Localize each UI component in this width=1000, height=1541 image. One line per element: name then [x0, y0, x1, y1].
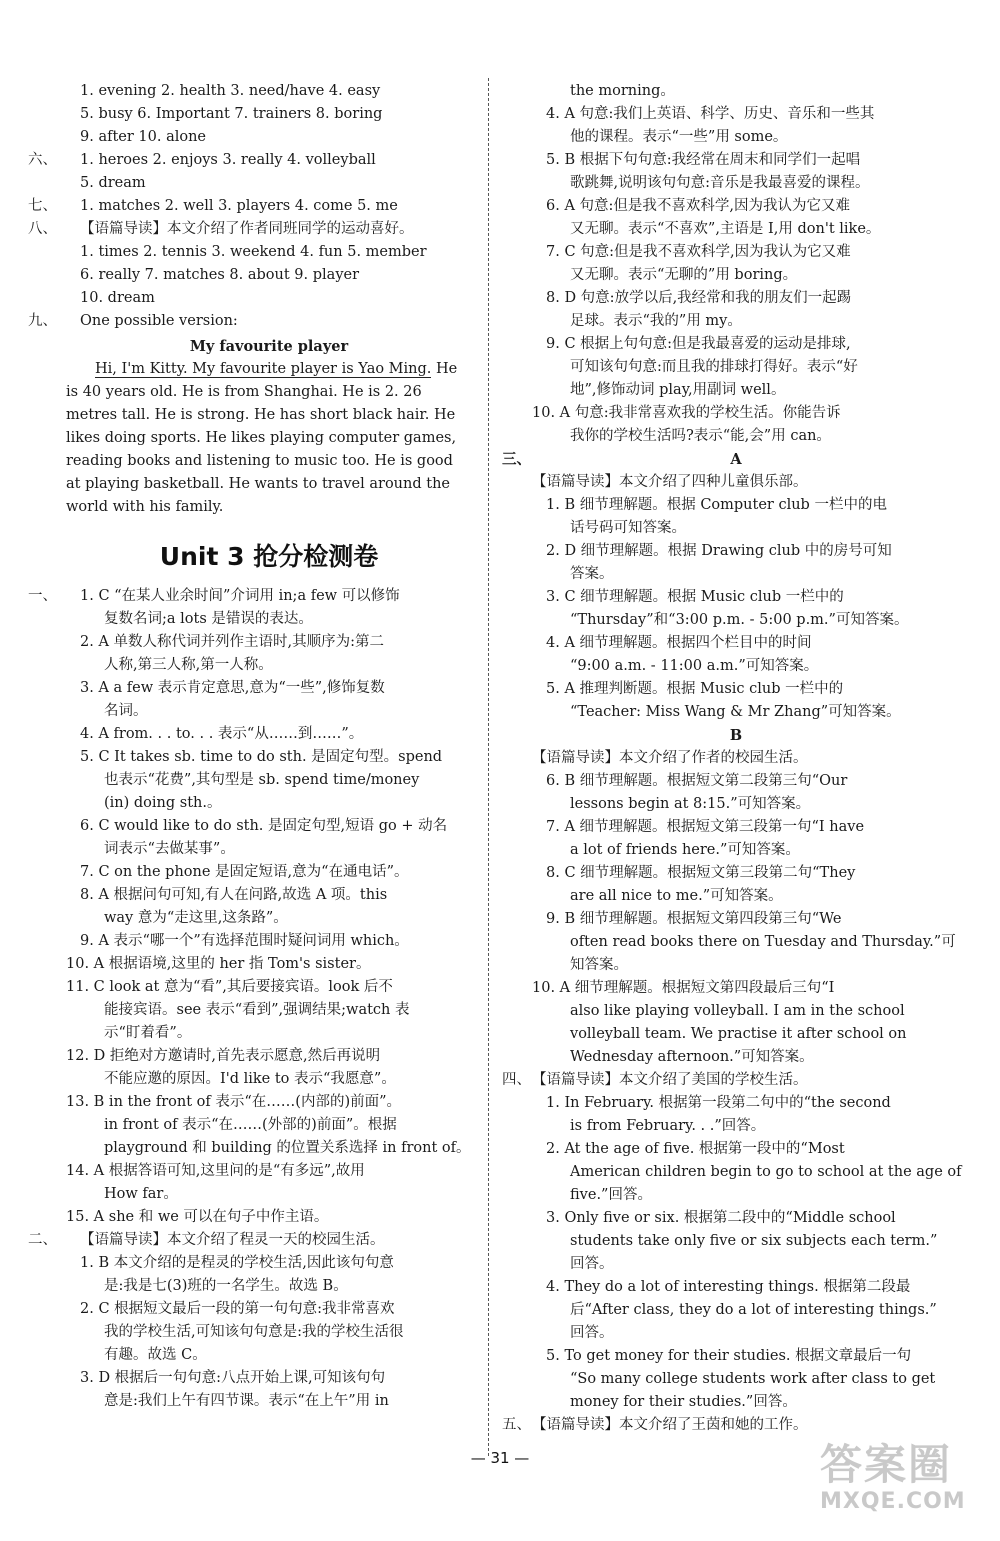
line-text: 2. At the age of five. 根据第一段中的“Most: [546, 1141, 845, 1157]
line-text: 1. evening 2. health 3. need/have 4. easy: [80, 83, 381, 99]
line-text: 能接宾语。see 表示“看到”,强调结果;watch 表: [104, 1002, 410, 1018]
answer-line: [66, 1275, 472, 1298]
answer-line: [66, 677, 472, 700]
line-text: are all nice to me.”可知答案。: [570, 888, 783, 904]
answer-line: [66, 1022, 472, 1045]
line-text: 9. C 根据上句句意:但是我最喜爱的运动是排球,: [546, 336, 851, 352]
answer-line: [532, 747, 940, 770]
section-number: 五、: [502, 1417, 531, 1433]
answer-line: [532, 1023, 940, 1046]
answer-line: [28, 310, 472, 333]
answer-line: [532, 931, 956, 954]
line-text: 歌跳舞,说明该句句意:音乐是我最喜爱的课程。: [570, 175, 870, 191]
line-text: 后“After class, they do a lot of interesting things.”: [570, 1302, 937, 1318]
line-text: A: [730, 451, 742, 468]
answer-line: [532, 103, 940, 126]
answer-line: [66, 1298, 472, 1321]
answer-line: [532, 425, 940, 448]
answer-line: [532, 885, 940, 908]
watermark-logo: [820, 1440, 990, 1535]
line-text: 示“盯着看”。: [104, 1025, 192, 1041]
section-number: 一、: [28, 588, 57, 604]
line-text: 3. Only five or six. 根据第二段中的“Middle school: [546, 1210, 896, 1226]
line-text: 我你的学校生活吗?表示“能,会”用 can。: [570, 428, 831, 444]
answer-line: [532, 379, 940, 402]
line-text: often read books there on Tuesday and Thursday.”可: [570, 934, 956, 950]
answer-line: [66, 999, 472, 1022]
answer-line: [532, 517, 940, 540]
line-text: American children begin to go to school at the age of: [570, 1164, 962, 1180]
line-text: playground 和 building 的位置关系选择 in front of。: [104, 1140, 471, 1156]
answer-line: [532, 908, 940, 931]
answer-line: [66, 907, 472, 930]
answer-line: [66, 1367, 472, 1390]
answer-line: [532, 310, 940, 333]
line-text: 可知该句句意:而且我的排球打得好。表示“好: [570, 359, 858, 375]
answer-line: [502, 1414, 940, 1437]
line-text: One possible version:: [80, 313, 238, 329]
line-text: 1. B 细节理解题。根据 Computer club 一栏中的电: [546, 497, 887, 513]
answer-line: [66, 264, 472, 287]
answer-line: [532, 494, 940, 517]
answer-line: [66, 1206, 472, 1229]
answer-line: [66, 241, 472, 264]
line-text: 2. C 根据短文最后一段的第一句句意:我非常喜欢: [80, 1301, 395, 1317]
line-text: B: [729, 727, 743, 744]
line-text: 9. B 细节理解题。根据短文第四段第三句“We: [546, 911, 842, 927]
watermark-text: 答案圈: [820, 1440, 953, 1489]
line-text: 1. heroes 2. enjoys 3. really 4. volleyball: [80, 152, 376, 168]
line-text: 8. D 句意:放学以后,我经常和我的朋友们一起踢: [546, 290, 852, 306]
line-text: five.”回答。: [570, 1187, 652, 1203]
unit-title: Unit 3 抢分检测卷: [159, 542, 379, 571]
line-text: 地”,修饰动词 play,用副词 well。: [570, 382, 786, 398]
line-text: 7. A 细节理解题。根据短文第三段第一句“I have: [546, 819, 865, 835]
line-text: lessons begin at 8:15.”可知答案。: [570, 796, 811, 812]
unit-answer-lines: [28, 585, 472, 1413]
line-text: 回答。: [570, 1256, 614, 1272]
line-text: 11. C look at 意为“看”,其后要接宾语。look 后不: [66, 979, 393, 995]
line-text: 8. C 细节理解题。根据短文第三段第二句“They: [546, 865, 856, 881]
answer-line: [28, 149, 472, 172]
answer-line: [532, 1253, 940, 1276]
answer-line: [502, 448, 940, 471]
line-text: 又无聊。表示“不喜欢”,主语是 I,用 don't like。: [570, 221, 881, 237]
line-text: How far。: [104, 1186, 178, 1202]
line-text: 5. C It takes sb. time to do sth. 是固定句型。spend: [80, 749, 443, 765]
line-text: volleyball team. We practise it after school on: [570, 1026, 907, 1042]
answer-line: [532, 471, 940, 494]
line-text: 【语篇导读】本文介绍了程灵一天的校园生活。: [80, 1232, 385, 1248]
line-text: 12. D 拒绝对方邀请时,首先表示愿意,然后再说明: [66, 1048, 381, 1064]
answer-line: [532, 1115, 940, 1138]
line-text: 词表示“去做某事”。: [104, 841, 235, 857]
answer-line: [532, 701, 940, 724]
line-text: 答案。: [570, 566, 614, 582]
line-text: 名词。: [104, 703, 148, 719]
section-number: 九、: [28, 313, 57, 329]
answer-line: [532, 586, 940, 609]
section-number: 二、: [28, 1232, 57, 1248]
line-text: the morning。: [570, 83, 675, 99]
line-text: 不能应邀的原因。I'd like to 表示“我愿意”。: [104, 1071, 396, 1087]
answer-line: [66, 103, 472, 126]
answer-line: [66, 930, 472, 953]
answer-line: [66, 126, 472, 149]
line-text: 意是:我们上午有四节课。表示“在上午”用 in: [104, 1393, 389, 1409]
answer-line: [532, 839, 940, 862]
line-text: 【语篇导读】本文介绍了作者同班同学的运动喜好。: [80, 221, 414, 237]
line-text: 4. They do a lot of interesting things. 根据第二段最: [546, 1279, 911, 1295]
answer-line: [66, 700, 472, 723]
answer-line: [66, 976, 472, 999]
answer-line: [66, 792, 472, 815]
answer-line: [532, 1138, 940, 1161]
section-number: 八、: [28, 221, 57, 237]
column-divider: [488, 78, 489, 1456]
answer-line: [66, 953, 472, 976]
line-text: 2. D 细节理解题。根据 Drawing club 中的房号可知: [546, 543, 892, 559]
answer-line: [532, 862, 940, 885]
left-column: [28, 80, 472, 1413]
answer-line: [66, 861, 472, 884]
answer-line: [532, 333, 940, 356]
answer-line: [532, 356, 940, 379]
answer-line: [532, 724, 940, 747]
answer-line: [66, 815, 472, 838]
answer-line: [532, 1230, 940, 1253]
line-text: 3. D 根据后一句句意:八点开始上课,可知该句句: [80, 1370, 386, 1386]
line-text: 6. A 句意:但是我不喜欢科学,因为我认为它又难: [546, 198, 851, 214]
line-text: 【语篇导读】本文介绍了美国的学校生活。: [532, 1072, 808, 1088]
answer-line: [66, 1114, 472, 1137]
line-text: 又无聊。表示“无聊的”用 boring。: [570, 267, 798, 283]
line-text: 2. A 单数人称代词并列作主语时,其顺序为:第二: [80, 634, 385, 650]
answer-line: [532, 1368, 940, 1391]
line-text: 10. A 根据语境,这里的 her 指 Tom's sister。: [66, 956, 371, 972]
line-text: 1. In February. 根据第一段第二句中的“the second: [546, 1095, 891, 1111]
answer-line: [532, 632, 940, 655]
line-text: 9. A 表示“哪一个”有选择范围时疑问词用 which。: [80, 933, 409, 949]
answer-line: [532, 1000, 940, 1023]
line-text: a lot of friends here.”可知答案。: [570, 842, 800, 858]
answer-line: [532, 218, 940, 241]
answer-line: [532, 1184, 940, 1207]
answer-line: [66, 1091, 472, 1114]
line-text: 13. B in the front of 表示“在……(内部的)前面”。: [66, 1094, 402, 1110]
answer-line: [28, 1229, 472, 1252]
answer-line: [532, 402, 940, 425]
essay-first-sentence: Hi, I'm Kitty. My favourite player is Yao Ming.: [95, 361, 432, 377]
answer-line: [66, 80, 472, 103]
right-answer-lines: [502, 80, 962, 1437]
line-text: 5. To get money for their studies. 根据文章最后一句: [546, 1348, 912, 1364]
answer-line: [66, 1390, 472, 1413]
answer-line: [66, 608, 472, 631]
answer-line: [532, 172, 940, 195]
line-text: 5. B 根据下句句意:我经常在周末和同学们一起唱: [546, 152, 861, 168]
right-column: [502, 80, 962, 1437]
answer-line: [532, 1276, 940, 1299]
line-text: 6. really 7. matches 8. about 9. player: [80, 267, 360, 283]
line-text: (in) doing sth.。: [104, 795, 222, 811]
section-number: 六、: [28, 152, 57, 168]
answer-line: [66, 746, 472, 769]
answer-line: [28, 195, 472, 218]
line-text: 4. A 细节理解题。根据四个栏目中的时间: [546, 635, 812, 651]
answer-line: [532, 977, 940, 1000]
line-text: “9:00 a.m. - 11:00 a.m.”可知答案。: [570, 658, 819, 674]
answer-line: [66, 1252, 472, 1275]
line-text: 14. A 根据答语可知,这里问的是“有多远”,故用: [66, 1163, 365, 1179]
line-text: 5. dream: [80, 175, 146, 191]
line-text: 3. A a few 表示肯定意思,意为“一些”,修饰复数: [80, 680, 385, 696]
line-text: 1. C “在某人业余时间”介词用 in;a few 可以修饰: [80, 588, 400, 604]
answer-line: [532, 678, 940, 701]
line-text: 15. A she 和 we 可以在句子中作主语。: [66, 1209, 329, 1225]
line-text: 6. C would like to do sth. 是固定句型,短语 go + 动名: [80, 818, 448, 834]
answer-line: [532, 80, 940, 103]
line-text: in front of 表示“在……(外部的)前面”。根据: [104, 1117, 397, 1133]
line-text: 9. after 10. alone: [80, 129, 207, 145]
answer-line: [28, 585, 472, 608]
answer-line: [532, 1322, 940, 1345]
line-text: “Teacher: Miss Wang & Mr Zhang”可知答案。: [570, 704, 901, 720]
answer-line: [66, 838, 472, 861]
line-text: 他的课程。表示“一些”用 some。: [570, 129, 788, 145]
line-text: 人称,第三人称,第一人称。: [104, 657, 273, 673]
line-text: 足球。表示“我的”用 my。: [570, 313, 742, 329]
answer-line: [66, 1183, 472, 1206]
line-text: 也表示“花费”,其句型是 sb. spend time/money: [104, 772, 420, 788]
answer-line: [66, 769, 472, 792]
line-text: 4. A from. . . to. . . 表示“从……到……”。: [80, 726, 364, 742]
line-text: is from February. . .”回答。: [570, 1118, 766, 1134]
line-text: 1. times 2. tennis 3. weekend 4. fun 5. member: [80, 244, 427, 260]
answer-line: [532, 1092, 940, 1115]
line-text: 1. matches 2. well 3. players 4. come 5. me: [80, 198, 398, 214]
answer-line: [66, 172, 472, 195]
line-text: 1. B 本文介绍的是程灵的学校生活,因此该句句意: [80, 1255, 394, 1271]
answer-line: [532, 1207, 940, 1230]
answer-line: [66, 631, 472, 654]
line-text: 回答。: [570, 1325, 614, 1341]
answer-line: [66, 1160, 472, 1183]
line-text: 10. dream: [80, 290, 155, 306]
answer-line: [532, 1046, 940, 1069]
line-text: Wednesday afternoon.”可知答案。: [570, 1049, 814, 1065]
section-number: 三、: [502, 451, 531, 468]
line-text: 5. busy 6. Important 7. trainers 8. boring: [80, 106, 383, 122]
answer-line: [532, 540, 940, 563]
answer-line: [66, 1321, 472, 1344]
line-text: 4. A 句意:我们上英语、科学、历史、音乐和一些其: [546, 106, 875, 122]
answer-line: [66, 1137, 472, 1160]
line-text: money for their studies.”回答。: [570, 1394, 797, 1410]
line-text: 10. A 句意:我非常喜欢我的学校生活。你能告诉: [532, 405, 841, 421]
line-text: 8. A 根据问句可知,有人在问路,故选 A 项。this: [80, 887, 388, 903]
answer-line: [532, 1161, 962, 1184]
answer-line: [66, 723, 472, 746]
answer-line: [532, 195, 940, 218]
line-text: 7. C 句意:但是我不喜欢科学,因为我认为它又难: [546, 244, 851, 260]
answer-line: [532, 655, 940, 678]
answer-line: [532, 264, 940, 287]
answer-line: [66, 884, 472, 907]
answer-line: [66, 287, 472, 310]
answer-line: [532, 816, 940, 839]
essay-title: My favourite player: [189, 338, 349, 355]
answer-line: [532, 770, 940, 793]
line-text: students take only five or six subjects each term.”: [570, 1233, 938, 1249]
line-text: 【语篇导读】本文介绍了四种儿童俱乐部。: [532, 474, 808, 490]
answer-line: [532, 609, 940, 632]
line-text: way 意为“走这里,这条路”。: [104, 910, 288, 926]
watermark-url: MXQE.COM: [820, 1489, 966, 1514]
line-text: 复数名词;a lots 是错误的表达。: [104, 611, 313, 627]
answer-line: [532, 1345, 940, 1368]
answer-line: [66, 654, 472, 677]
answer-line: [532, 287, 940, 310]
answer-line: [532, 149, 940, 172]
page-number: — 31 —: [470, 1449, 530, 1467]
answer-line: [66, 1344, 472, 1367]
answer-line: [28, 218, 472, 241]
answer-line: [532, 793, 940, 816]
answer-line: [502, 1069, 940, 1092]
answer-line: [532, 954, 940, 977]
section-number: 四、: [502, 1072, 531, 1088]
line-text: “So many college students work after class to get: [570, 1371, 936, 1387]
line-text: 10. A 细节理解题。根据短文第四段最后三句“I: [532, 980, 835, 996]
line-text: “Thursday”和“3:00 p.m. - 5:00 p.m.”可知答案。: [570, 612, 909, 628]
essay-rest: He is 40 years old. He is from Shanghai. He is 2. 26 metres tall. He is strong. He has short black hair. He likes doing sports. He likes playing computer games, reading books and listening to music too. He is good at playing basketball. He wants to travel around the world with his family.: [66, 361, 458, 515]
line-text: 【语篇导读】本文介绍了作者的校园生活。: [532, 750, 808, 766]
answer-line: [66, 1068, 472, 1091]
line-text: 【语篇导读】本文介绍了王茵和她的工作。: [532, 1417, 808, 1433]
left-answer-lines: [28, 80, 472, 333]
answer-line: [532, 563, 940, 586]
line-text: also like playing volleyball. I am in the school: [570, 1003, 905, 1019]
essay-body: [66, 358, 472, 519]
line-text: 6. B 细节理解题。根据短文第二段第三句“Our: [546, 773, 848, 789]
answer-line: [532, 126, 940, 149]
line-text: 5. A 推理判断题。根据 Music club 一栏中的: [546, 681, 844, 697]
section-number: 七、: [28, 198, 57, 214]
line-text: 知答案。: [570, 957, 628, 973]
line-text: 我的学校生活,可知该句句意是:我的学校生活很: [104, 1324, 404, 1340]
answer-line: [532, 241, 940, 264]
line-text: 是:我是七(3)班的一名学生。故选 B。: [104, 1278, 348, 1294]
answer-line: [532, 1299, 940, 1322]
line-text: 话号码可知答案。: [570, 520, 686, 536]
answer-line: [532, 1391, 940, 1414]
line-text: 7. C on the phone 是固定短语,意为“在通电话”。: [80, 864, 409, 880]
line-text: 3. C 细节理解题。根据 Music club 一栏中的: [546, 589, 844, 605]
line-text: 有趣。故选 C。: [104, 1347, 207, 1363]
answer-line: [66, 1045, 472, 1068]
